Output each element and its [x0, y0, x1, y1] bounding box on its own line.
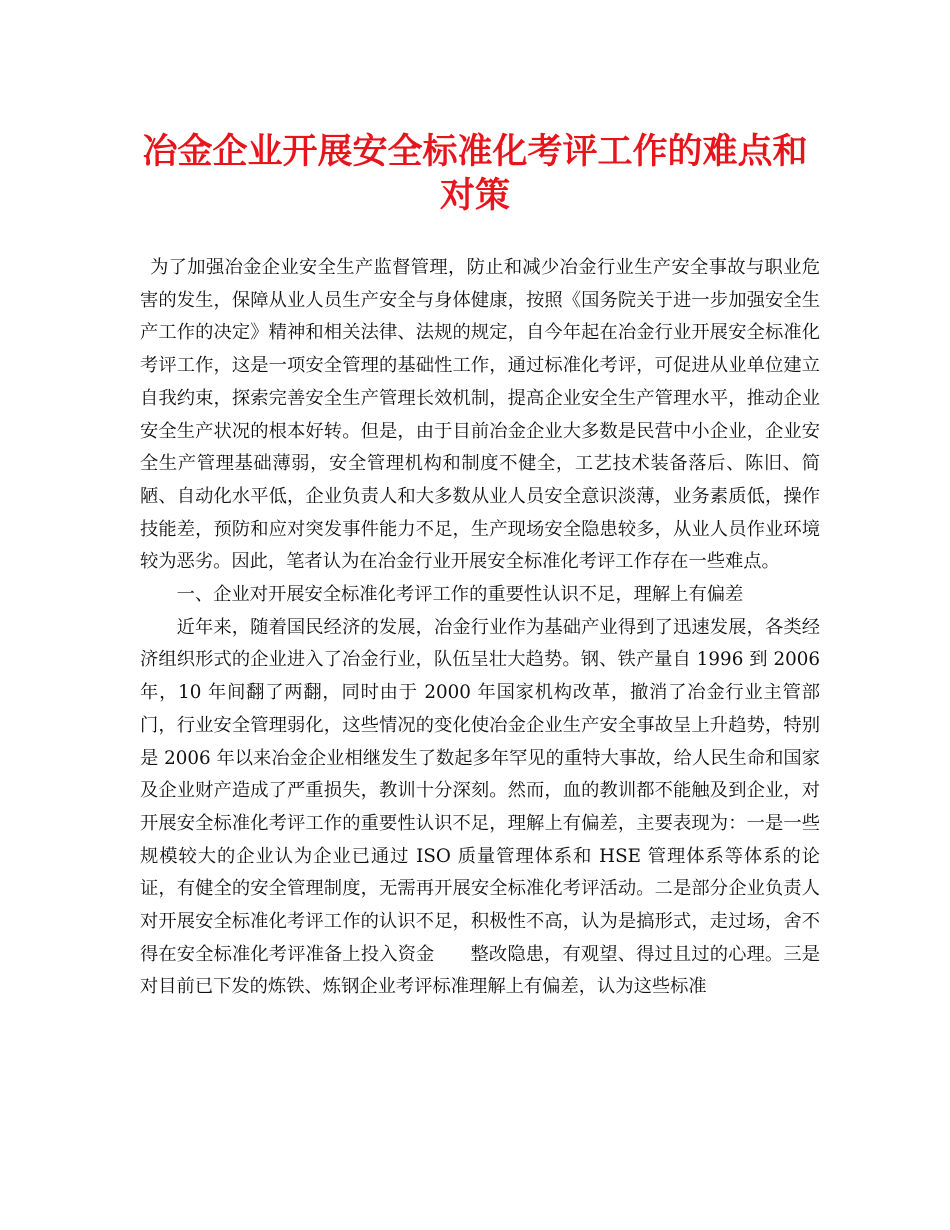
paragraph-section1-part1: 近年来，随着国民经济的发展，冶金行业作为基础产业得到了迅速发展，各类经济组织形式的企业进入了冶金行业，队伍呈壮大趋势。钢、铁产量自 1996 到 2006 年，10 年间翻了两翻，同时由于 2000 年国家机构改革，撤消了冶金行业主管部门，行业安全管理弱化，这些情况的变化使冶金企业生产安全事故呈上升趋势，特别是 2006 年以来冶金企业相继发生了数起多年罕见的重特大事故，给人民生命和国家及企业财产造成了严重损失，教训十分深刻。然而，血的教训都不能触及到企业，对开展安全标准化考评工作的重要性认识不足，理解上有偏差，主要表现为：一是一些规模较大的企业认为企业已通过 ISO 质量管理体系和 HSE 管理体系等体系的论证，有健全的安全管理制度，无需再开展安全标准化考评活动。二是部分企业负责人对开展安全标准化考评工作的认识不足，积极性不高，认为是搞形式，走过场，舍不得在安全标准化考评准备上投入资金: [140, 616, 820, 965]
document-title-line1: 冶金企业开展安全标准化考评工作的难点和: [142, 132, 808, 172]
document-body: [140, 252, 820, 1004]
paragraph-section1: [140, 612, 820, 1004]
section-heading: 一、企业对开展安全标准化考评工作的重要性认识不足，理解上有偏差: [176, 584, 744, 606]
document-title-line2: 对策: [439, 176, 510, 216]
paragraph-section1-part2: 整改隐患，有观望、得过且过的心理。三是对目前已下发的炼铁、炼钢企业考评标准理解上有偏差，认为这些标准: [140, 943, 821, 998]
paragraph-intro: 为了加强冶金企业安全生产监督管理，防止和减少冶金行业生产安全事故与职业危害的发生，保障从业人员生产安全与身体健康，按照《国务院关于进一步加强安全生产工作的决定》精神和相关法律、法规的规定，自今年起在冶金行业开展安全标准化考评工作，这是一项安全管理的基础性工作，通过标准化考评，可促进从业单位建立自我约束，探索完善安全生产管理长效机制，提高企业安全生产管理水平，推动企业安全生产状况的根本好转。但是，由于目前冶金企业大多数是民营中小企业，企业安全生产管理基础薄弱，安全管理机构和制度不健全，工艺技术装备落后、陈旧、简陋、自动化水平低，企业负责人和大多数从业人员安全意识淡薄，业务素质低，操作技能差，预防和应对突发事件能力不足，生产现场安全隐患较多，从业人员作业环境较为恶劣。因此，笔者认为在冶金行业开展安全标准化考评工作存在一些难点。: [140, 257, 820, 573]
